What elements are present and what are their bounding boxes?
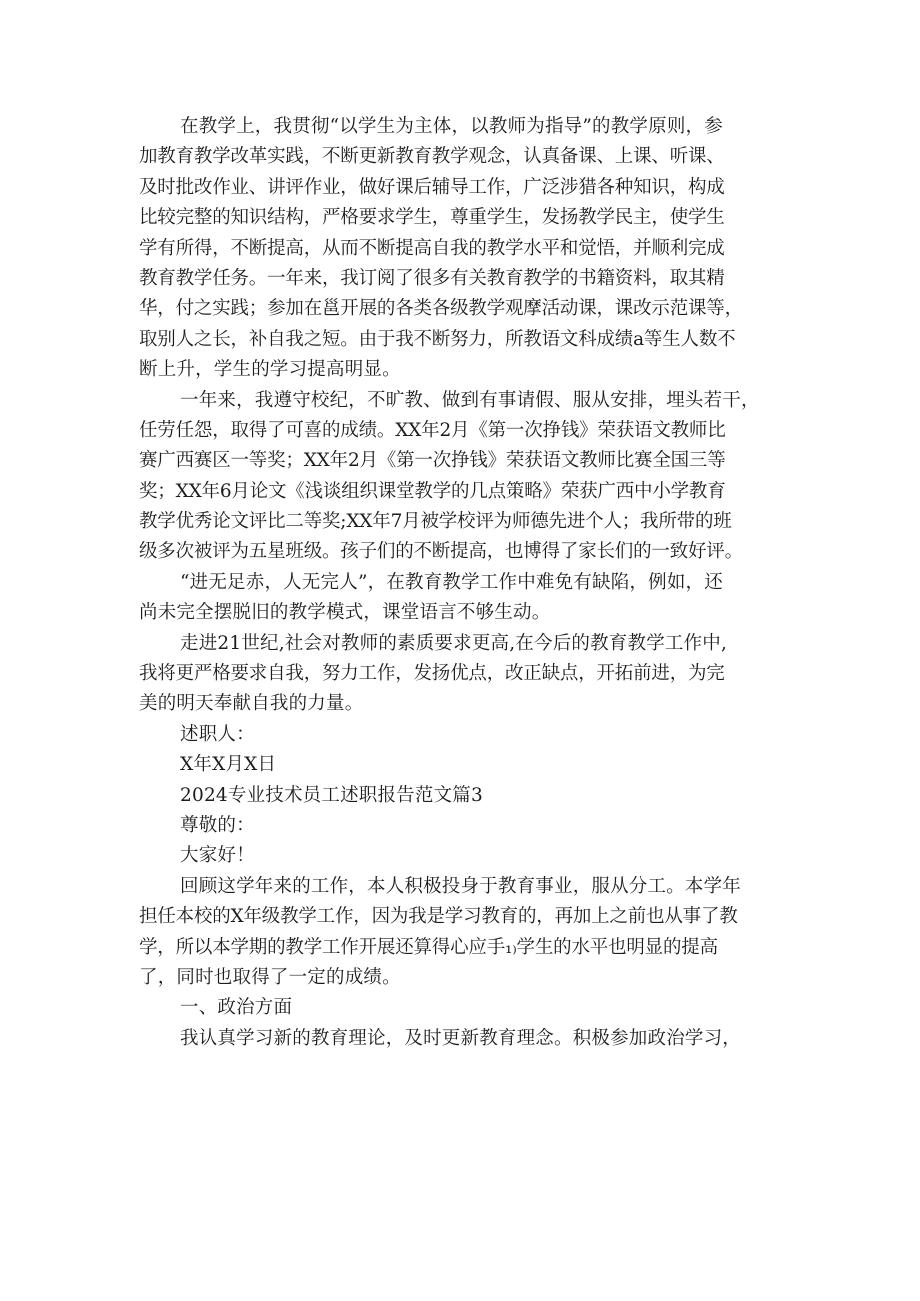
text-line: 加教育教学改革实践，不断更新教育教学观念，认真备课、上课、听课、 <box>139 146 725 168</box>
text-line: 奖；XX年6月论文《浅谈组织课堂教学的几点策略》荣获广西中小学教育 <box>139 480 726 502</box>
text-line: 回顾这学年来的工作，本人积极投身于教育事业，服从分工。本学年 <box>180 875 742 897</box>
date-line: X年X月X日 <box>180 754 277 776</box>
text-line: 了，同时也取得了一定的成绩。 <box>139 966 401 988</box>
signature-label: 述职人： <box>180 723 255 745</box>
text-line: 走进21世纪,社会对教师的素质要求更高,在今后的教育教学工作中, <box>180 632 728 654</box>
text-line: 断上升，学生的学习提高明显。 <box>139 359 401 381</box>
text-line: 级多次被评为五星班级。孩子们的不断提高，也博得了家长们的一致好评。 <box>139 541 743 563</box>
text-line: 学，所以本学期的教学工作开展还算得心应手₁₎学生的水平也明显的提高 <box>139 936 718 958</box>
text-line: 尚未完全摆脱旧的教学模式，课堂语言不够生动。 <box>139 602 551 624</box>
text-line: 华，付之实践；参加在邕开展的各类各级教学观摩活动课，课改示范课等， <box>139 298 743 320</box>
text-line: 我将更严格要求自我，努力工作，发扬优点，改正缺点，开拓前进，为完 <box>139 663 725 685</box>
text-line: 在教学上，我贯彻“以学生为主体，以教师为指导”的教学原则，参 <box>180 116 723 137</box>
text-line: 教育教学任务。一年来，我订阅了很多有关教育教学的书籍资料，取其精 <box>139 267 725 289</box>
text-line: 美的明天奉献自我的力量。 <box>139 693 364 715</box>
text-line: 我认真学习新的教育理论，及时更新教育理念。积极参加政治学习， <box>180 1027 742 1049</box>
text-line: 赛广西赛区一等奖；XX年2月《第一次挣钱》荣获语文教师比赛全国三等 <box>139 450 726 472</box>
text-line: 担任本校的X年级教学工作，因为我是学习教育的，再加上之前也从事了教 <box>139 906 738 928</box>
greeting: 大家好！ <box>180 845 255 867</box>
text-line: 比较完整的知识结构，严格要求学生，尊重学生，发扬教学民主，使学生 <box>139 207 725 229</box>
document-body <box>139 112 795 1054</box>
section-title: 2024专业技术员工述职报告范文篇3 <box>180 784 483 806</box>
text-line: 及时批改作业、讲评作业，做好课后辅导工作，广泛涉猎各种知识，构成 <box>139 176 725 198</box>
text-line: “进无足赤，人无完人”，在教育教学工作中难免有缺陷，例如，还 <box>180 571 723 593</box>
text-line: 教学优秀论文评比二等奖;XX年7月被学校评为师德先进个人；我所带的班 <box>139 511 732 533</box>
salutation: 尊敬的： <box>180 814 255 836</box>
text-line: 学有所得，不断提高，从而不断提高自我的教学水平和觉悟，并顺利完成 <box>139 237 725 259</box>
text-line: 一年来，我遵守校纪，不旷教、做到有事请假、服从安排，埋头若干， <box>180 389 760 411</box>
text-line: 取别人之长，补自我之短。由于我不断努力，所教语文科成绩a等生人数不 <box>139 328 736 350</box>
subsection-heading: 一、政治方面 <box>180 997 293 1019</box>
text-line: 任劳任怨，取得了可喜的成绩。XX年2月《第一次挣钱》荣获语文教师比 <box>139 419 726 441</box>
